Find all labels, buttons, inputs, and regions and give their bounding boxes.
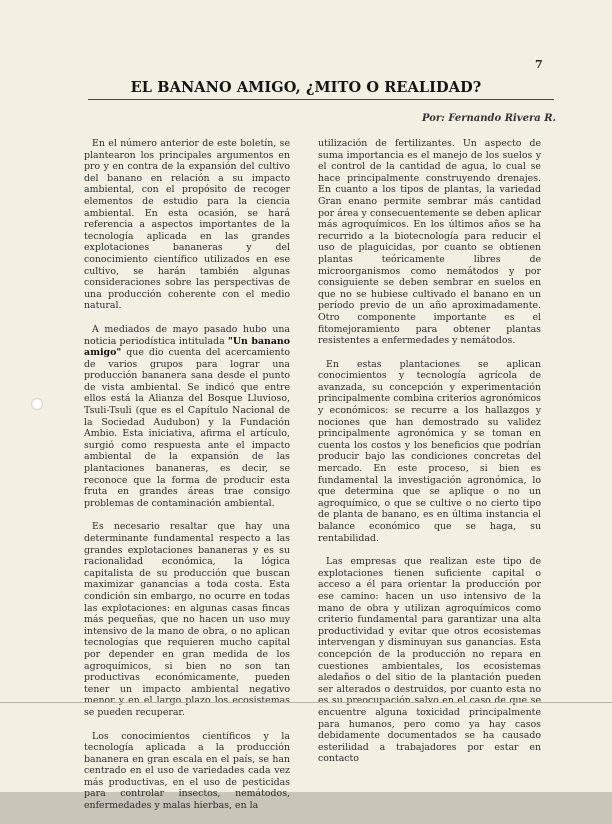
paragraph: Las empresas que realizan este tipo de explotaciones tienen suficiente capital o acceso a él para orientar la producción por ese camino: hacen un uso intensivo de la mano de obra y utilizan agroquímicos como criterio fundamental para garantizar una alta productividad y evitar que otros ecosistemas intervengan y disminuyan sus ganancias. Esta concepción de la producción no repara en cuestiones ambientales, los ecosistemas aledaños o del sitio de la plantación pueden ser alterados o destruidos, por cuanto esta no es su preocupación salvo en el caso de que se encuentre alguna toxicidad principalmente para humanos, pero como ya hay casos debidamente documentados se ha causado esterilidad a trabajadores por estar en contacto	[318, 556, 541, 765]
paragraph-text: que dio cuenta del acercamiento de varios grupos para lograr una producción bananera sana desde el punto de vista ambiental. Se indicó que entre ellos está la Alianza del Bosque Lluvioso, Tsuli-Tsuli (que es el Capítulo Nacional de la Sociedad Audubon) y la Fundación Ambio. Esta iniciativa, afirma el artículo, surgió como respuesta ante el impacto ambiental de la expansión de las plantaciones bananeras, es decir, se reconoce que la forma de producir esta fruta en grandes áreas trae consigo problemas de contaminación ambiental.	[84, 347, 290, 509]
punch-hole	[31, 398, 43, 410]
paragraph: En estas plantaciones se aplican conocimientos y tecnología agrícola de avanzada, su concepción y experimentación principalmente combina criterios agronómicos y económicos: se recurre a los hallazgos y nociones que han demostrado su validez principalmente agronómica y se toman en cuenta los costos y los beneficios que podrían producir bajo las condiciones concretas del mercado. En este proceso, si bien es fundamental la investigación agronómica, lo que determina que se aplique o no un agroquímico, o que se cultive o no cierto tipo de planta de banano, es en última instancia el balance económico que se haga, su rentabilidad.	[318, 358, 541, 544]
paragraph: utilización de fertilizantes. Un aspecto de suma importancia es el manejo de los suelos y el control de la cantidad de agua, lo cual se hace principalmente construyendo drenajes. En cuanto a los tipos de plantas, la variedad Gran enano permite sembrar más cantidad por área y consecuentemente se deben aplicar más agroquímicos. En los últimos años se ha recurrido a la biotecnología para reducir el uso de plaguicidas, por cuanto se obtienen plantas teóricamente libres de microorganismos como nemátodos y por consiguiente se deben sembrar en suelos en que no se hubiese cultivado el banano en un período previo de un año aproximadamente. Otro componente importante es el fitomejoramiento para obtener plantas resistentes a enfermedades y nemátodos.	[318, 138, 541, 347]
paragraph: Los conocimientos científicos y la tecnología aplicada a la producción bananera en gran escala en el país, se han centrado en el uso de variedades cada vez más productivas, en el uso de pesticidas para controlar insectos, nemátodos, enfermedades y malas hierbas, en la	[84, 730, 290, 812]
page-bottom-edge	[0, 702, 612, 703]
right-column	[318, 138, 541, 777]
left-column	[84, 138, 290, 824]
paragraph: Es necesario resaltar que hay una determinante fundamental respecto a las grandes explotaciones bananeras y es su racionalidad económica, la lógica capitalista de su producción que buscan maximizar ganancias a toda costa. Esta condición sin embargo, no ocurre en todas las explotaciones: en algunas casas fincas más pequeñas, que no hacen un uso muy intensivo de la mano de obra, o no aplican tecnologías que requieren mucho capital por depender en gran medida de los agroquímicos, si bien no son tan productivas económicamente, pueden tener un impacto ambiental negativo menor y en el largo plazo los ecosistemas se pueden recuperar.	[84, 521, 290, 718]
title-rule	[88, 99, 554, 100]
paragraph-text: A mediados de mayo pasado hubo una noticia periodística intitulada	[84, 323, 290, 347]
paragraph: En el número anterior de este boletín, se plantearon los principales argumentos en pro y en contra de la expansión del cultivo del banano en relación a su impacto ambiental, con el propósito de recoger elementos de estudio para la ciencia ambiental. En esta ocasión, se hará referencia a aspectos importantes de la tecnología aplicada en las grandes explotaciones bananeras y del conocimiento científico utilizados en ese cultivo, se harán también algunas consideraciones sobre las perspectivas de una producción coherente con el medio natural.	[84, 138, 290, 312]
paragraph	[84, 324, 290, 510]
byline: Por: Fernando Rivera R.	[421, 113, 556, 124]
article-reference: "Un banano amigo"	[84, 335, 290, 359]
article-title: EL BANANO AMIGO, ¿MITO O REALIDAD?	[130, 79, 482, 96]
page-number: 7	[535, 58, 543, 71]
